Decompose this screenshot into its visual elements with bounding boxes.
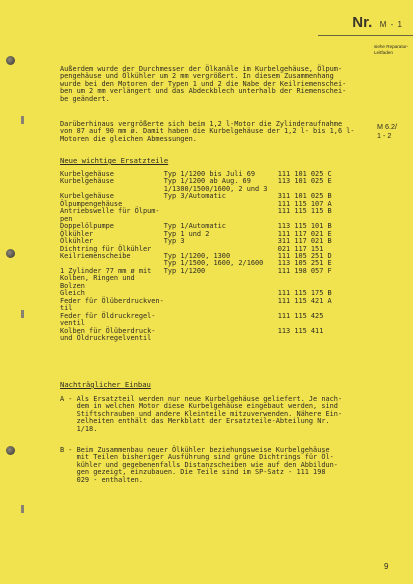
part-type: Typ 1 und 2 (163, 229, 210, 238)
margin-mark (21, 505, 24, 513)
part-type: Typ 1/Automatic (163, 222, 226, 231)
part-type: Typ 1/1200 ab Aug. 69 1/1300/1500/1600, 2 und 3 (163, 177, 268, 193)
note-a-paragraph: A - Als Ersatzteil werden nur neue Kurbelgehäuse geliefert. Je nach- dem in welchen Motor diese Kurbelgehäuse eingebaut werden, sind Stiftschrauben und andere Kleinteile mitzuverwenden. Nähere Ein- zelheiten enthält das Merkblatt der Ersatzteile-Abteilung Nr. 1/18. (60, 395, 343, 433)
part-name: Ölkühler (60, 237, 94, 246)
part-name: Dichtring für Ölkühler (60, 244, 152, 253)
part-name: Ölkühler (60, 229, 94, 238)
part-type: Typ 1/1200 (163, 266, 206, 275)
part-number: 111 117 021 E (277, 229, 332, 238)
part-number: 111 115 107 A (277, 199, 332, 208)
part-number: 113 105 251 E (277, 259, 332, 268)
parts-row (60, 268, 334, 290)
binder-hole-middle (6, 249, 15, 258)
part-number: 111 115 115 B (277, 207, 332, 216)
parts-row (60, 313, 334, 328)
page-number: 9 (384, 562, 389, 571)
part-type (164, 201, 278, 208)
parts-row (60, 208, 334, 223)
engine-paragraph: Darüberhinaus vergrößerte sich beim 1,2 l-Motor die Zylinderaufnahme von 87 auf 90 mm ø. Damit haben die Kurbelgehäuse der 1,2 l- bis 1,6 l- Motoren die gleichen Abmessungen. (60, 120, 355, 143)
part-name: Ölpumpengehäuse (60, 199, 123, 208)
binder-hole-bottom (6, 446, 15, 455)
part-number: 113 101 025 E (277, 177, 332, 186)
intro-paragraph: Außerdem wurde der Durchmesser der Ölkanäle im Kurbelgehäuse, Ölpum- pengehäuse und Ölkühler um 2 mm vergrößert. In diesem Zusammenhang wurde bei den Motoren der Typen 1 und 2 die Nabe der Keilriemenschei- ben um 2 mm verlängert und das Abdeckblech unterhalb der Riemenschei- be geändert. (60, 65, 347, 103)
header-rule (318, 35, 413, 36)
part-number: 111 198 057 F (277, 266, 332, 275)
part-number: 021 117 151 (277, 244, 324, 253)
part-type: Typ 1/1200 bis Juli 69 (163, 170, 255, 178)
part-number: 113 115 411 (277, 326, 324, 335)
note-b-paragraph: B - Beim Zusammenbau neuer Ölkühler beziehungsweise Kurbelgehäuse mit Teilen bisheriger Ausführung sind grüne Dichtrings für Öl- kühler und gegebenenfalls Distanzscheiben wie auf den Abbildun- gen gezeigt, einzubauen. Die Teile sind im SP-Satz - 111 198 029 - enthalten. (60, 446, 338, 484)
part-number: 111 115 421 A (277, 296, 332, 305)
parts-row (60, 328, 334, 343)
part-type (164, 208, 278, 223)
part-type (164, 328, 278, 343)
binder-hole-top (6, 56, 15, 65)
part-name: Kurbelgehäuse (60, 177, 114, 186)
part-number: 111 115 175 B (277, 289, 332, 298)
part-name: Kurbelgehäuse (60, 170, 114, 178)
part-name: Antriebswelle für Ölpum- pen (60, 207, 160, 223)
part-name: 1 Zylinder 77 mm ø mit Kolben, Ringen und Bolzen (60, 266, 152, 290)
nr-label: Nr. (352, 14, 373, 31)
page-reference-header (352, 14, 403, 32)
part-type (164, 290, 278, 297)
nr-code: M - 1 (379, 20, 403, 29)
margin-mark (21, 310, 24, 318)
margin-mark (21, 116, 24, 124)
part-type (164, 298, 278, 313)
part-type (164, 313, 278, 328)
part-name: Doppelölpumpe (60, 222, 114, 231)
parts-heading: Neue wichtige Ersatzteile (60, 156, 169, 165)
parts-table (60, 171, 334, 342)
part-name: Feder für Öldruckregel- ventil (60, 311, 156, 328)
part-type: Typ 3 (163, 237, 185, 246)
part-name: Feder für Ölüberdruckven- til (60, 296, 164, 313)
part-number: 111 101 025 C (277, 170, 332, 178)
part-name: Kolben für Ölüberdruck- und Öldruckregelventil (60, 326, 156, 342)
part-number: 311 117 021 B (277, 237, 332, 246)
part-name: Keilriemenscheibe (60, 251, 131, 260)
part-type: Typ 3/Automatic (163, 192, 226, 201)
parts-row (60, 178, 334, 193)
side-note-reference: siehe Reparatur-Leitfaden (374, 44, 409, 55)
part-name: Kurbelgehäuse (60, 192, 114, 201)
part-type: Typ 1/1500, 1600, 2/1600 (163, 259, 264, 268)
part-name: Gleich (60, 289, 85, 298)
parts-row (60, 298, 334, 313)
install-heading: Nachträglicher Einbau (60, 380, 151, 389)
part-type: Typ 1/1200, 1300 (163, 251, 231, 260)
side-reference-number: M 6.2/ 1 - 2 (377, 122, 397, 140)
part-number: 113 115 101 B (277, 222, 332, 231)
part-number: 311 101 025 B (277, 192, 332, 201)
part-number: 111 105 251 D (277, 251, 332, 260)
part-number: 111 115 425 (277, 311, 324, 320)
